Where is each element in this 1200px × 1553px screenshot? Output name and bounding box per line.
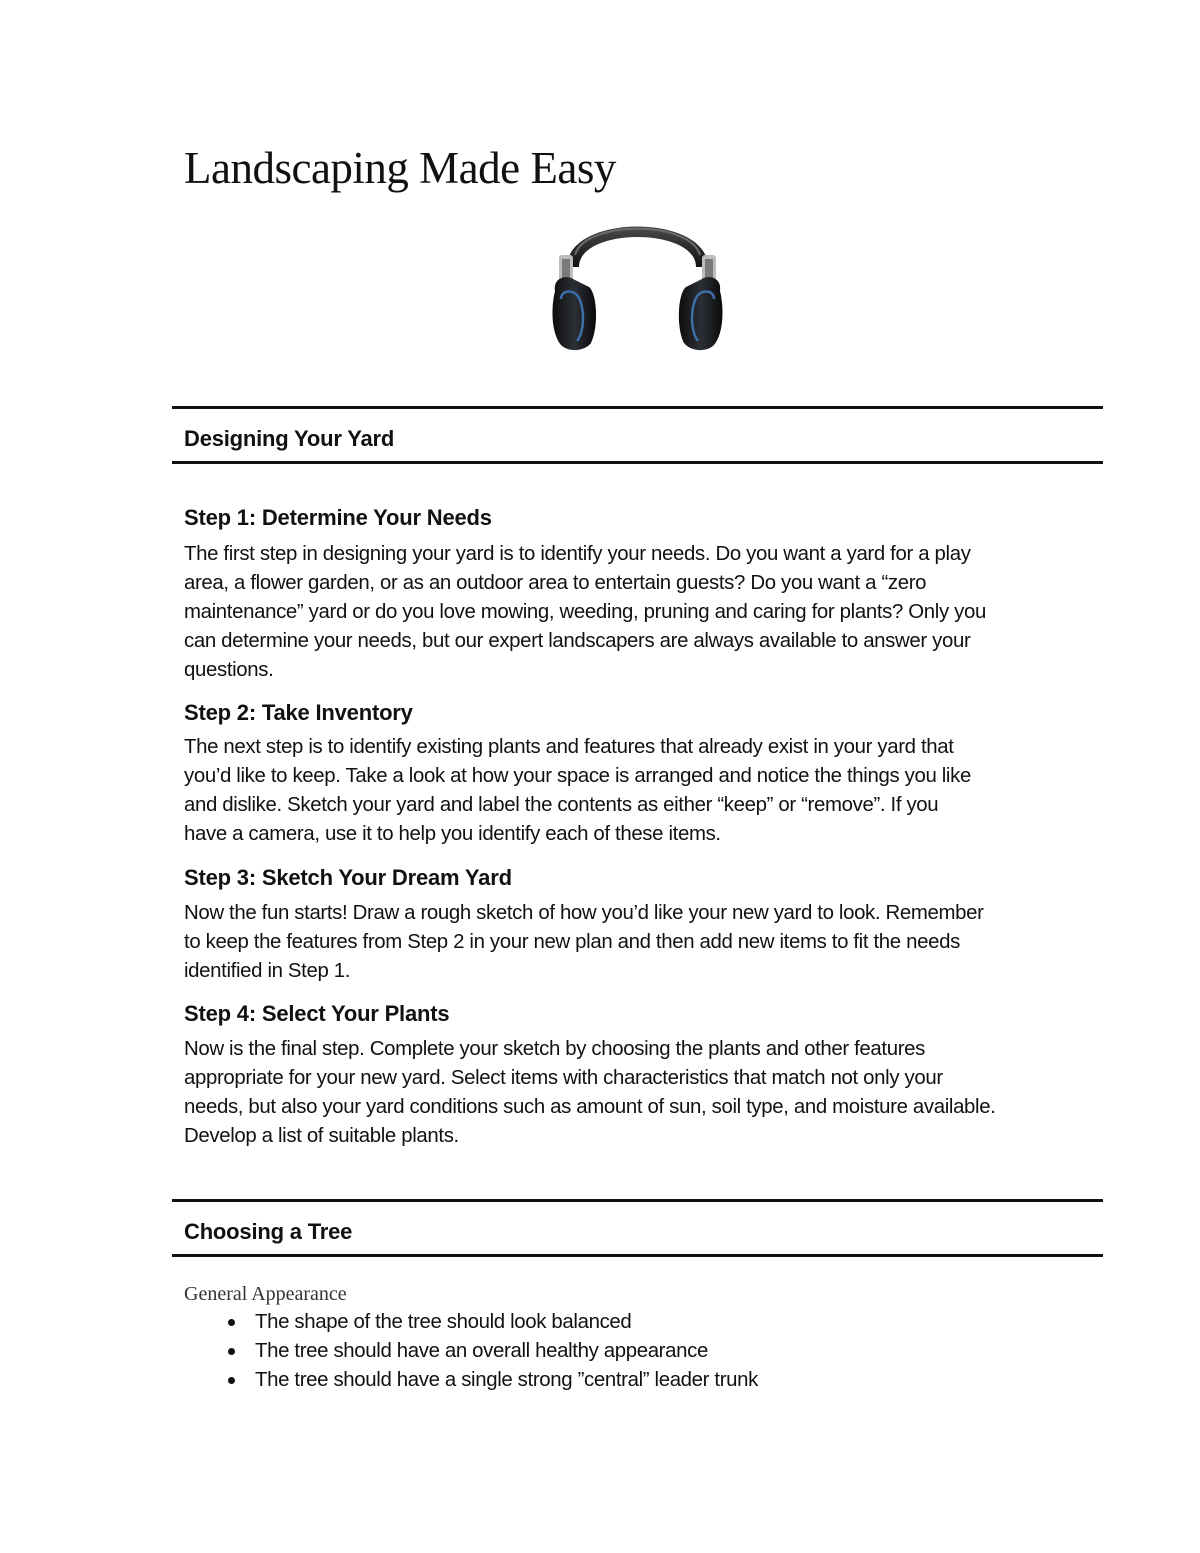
paragraph-line: Now the fun starts! Draw a rough sketch of how you’d like your new yard to look. Remember [184,902,984,924]
step-1-paragraph [184,540,1089,685]
paragraph-line: Develop a list of suitable plants. [184,1125,459,1147]
paragraph-line: area, a flower garden, or as an outdoor area to entertain guests? Do you want a “zero [184,572,927,594]
step-1-heading: Step 1: Determine Your Needs [184,505,492,530]
step-3-paragraph [184,899,1089,986]
list-item [184,1337,758,1366]
step-2-heading: Step 2: Take Inventory [184,700,413,725]
section-heading-designing-your-yard: Designing Your Yard [184,426,395,451]
list-item-text: The shape of the tree should look balanced [255,1311,632,1333]
bullet-list [184,1308,758,1395]
paragraph-line: appropriate for your new yard. Select items with characteristics that match not only your [184,1067,943,1089]
list-item [184,1366,758,1395]
paragraph-line: maintenance” yard or do you love mowing, weeding, pruning and caring for plants? Only you [184,601,986,623]
paragraph-line: questions. [184,659,274,681]
paragraph-line: The next step is to identify existing plants and features that already exist in your yard that [184,736,954,758]
headphones-image [545,195,730,355]
paragraph-line: The first step in designing your yard is to identify your needs. Do you want a yard for a play [184,543,971,565]
paragraph-line: can determine your needs, but our expert landscapers are always available to answer your [184,630,971,652]
paragraph-line: have a camera, use it to help you identify each of these items. [184,823,721,845]
list-item-text: The tree should have an overall healthy appearance [255,1340,708,1362]
section-rule-top [172,1199,1103,1202]
step-2-paragraph [184,733,1089,849]
section-rule-bottom [172,461,1103,464]
paragraph-line: identified in Step 1. [184,960,351,982]
paragraph-line: you’d like to keep. Take a look at how your space is arranged and notice the things you like [184,765,971,787]
paragraph-line: to keep the features from Step 2 in your new plan and then add new items to fit the needs [184,931,960,953]
document-title: Landscaping Made Easy [184,143,616,193]
section-rule-bottom [172,1254,1103,1257]
section-heading-choosing-a-tree: Choosing a Tree [184,1219,353,1244]
step-4-heading: Step 4: Select Your Plants [184,1001,450,1026]
paragraph-line: and dislike. Sketch your yard and label the contents as either “keep” or “remove”. If you [184,794,939,816]
paragraph-line: Now is the final step. Complete your sketch by choosing the plants and other features [184,1038,925,1060]
step-4-paragraph [184,1035,1089,1151]
paragraph-line: needs, but also your yard conditions such as amount of sun, soil type, and moisture available. [184,1096,996,1118]
step-3-heading: Step 3: Sketch Your Dream Yard [184,865,512,890]
list-item [184,1308,758,1337]
bullet-icon [228,1348,235,1355]
section-rule-top [172,406,1103,409]
general-appearance-subheading: General Appearance [184,1283,347,1305]
list-item-text: The tree should have a single strong ”central” leader trunk [255,1369,758,1391]
bullet-icon [228,1319,235,1326]
bullet-icon [228,1377,235,1384]
